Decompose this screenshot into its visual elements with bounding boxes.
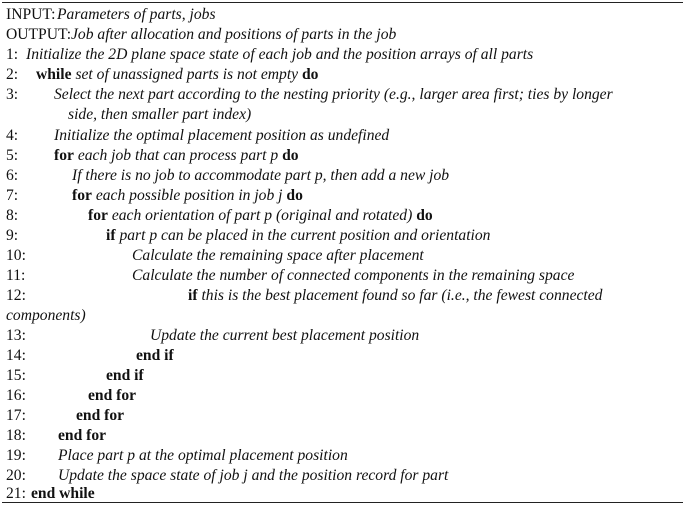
algorithm-line [6, 226, 680, 246]
keyword: if [106, 227, 116, 244]
algorithm-line [6, 65, 680, 85]
algorithm-line [6, 206, 680, 226]
line-number: 9: [6, 227, 19, 244]
algorithm-line [6, 326, 680, 346]
bottom-rule [2, 502, 683, 503]
keyword: for [54, 147, 74, 164]
input-label: INPUT: [6, 6, 56, 23]
algorithm-line [6, 346, 680, 366]
algorithm-line [6, 286, 680, 306]
output-value: Job after allocation and positions of parts in the job [71, 26, 397, 43]
algorithm-line [6, 85, 680, 105]
line-number: 18: [6, 427, 26, 444]
keyword: do [301, 66, 319, 83]
line-number: 6: [6, 167, 19, 184]
line-text: Update the space state of job j and the position record for part [58, 467, 449, 484]
algorithm-line [6, 186, 680, 206]
algorithm-line [6, 266, 680, 286]
algorithm-line [6, 386, 680, 406]
algorithm-line [6, 126, 680, 146]
keyword: while [36, 66, 72, 83]
line-number: 15: [6, 367, 26, 384]
input-line [6, 5, 680, 25]
line-text: each possible position in job j [95, 187, 283, 204]
output-line [6, 25, 680, 45]
algorithm-line [6, 45, 680, 65]
algorithm-line [6, 406, 680, 426]
line-number: 19: [6, 447, 26, 464]
line-text: Select the next part according to the nesting priority (e.g., larger area first; ties by longer [54, 86, 613, 103]
line-number: 1: [6, 46, 19, 63]
output-label: OUTPUT: [6, 26, 72, 43]
line-number: 17: [6, 407, 26, 424]
algorithm-line [6, 146, 680, 166]
keyword: end for [76, 407, 125, 424]
line-text: each orientation of part p (original and rotated) [111, 207, 413, 224]
line-text: this is the best placement found so far (i.e., the fewest connected [201, 287, 603, 304]
algorithm-line-continuation [6, 105, 680, 125]
keyword: for [72, 187, 92, 204]
line-text: each job that can process part p [77, 147, 279, 164]
line-number: 14: [6, 347, 26, 364]
algorithm-line-continuation [6, 306, 680, 326]
line-number: 21: [6, 485, 26, 502]
line-number: 10: [6, 247, 26, 264]
keyword: for [88, 207, 108, 224]
line-number: 3: [6, 86, 19, 103]
line-text: side, then smaller part index) [68, 106, 252, 123]
keyword: end for [58, 427, 107, 444]
line-text: components) [6, 307, 86, 324]
keyword: if [188, 287, 198, 304]
line-text: Initialize the optimal placement position as undefined [54, 127, 390, 144]
line-text: Initialize the 2D plane space state of each job and the position arrays of all parts [26, 46, 534, 63]
keyword: do [286, 187, 303, 204]
keyword: do [282, 147, 299, 164]
line-number: 7: [6, 187, 19, 204]
line-number: 2: [6, 66, 19, 83]
input-value: Parameters of parts, jobs [57, 6, 216, 23]
algorithm-line [6, 246, 680, 266]
line-text: Update the current best placement position [150, 327, 420, 344]
keyword: end while [31, 485, 95, 502]
line-text: If there is no job to accommodate part p, then add a new job [72, 167, 450, 184]
line-text: Calculate the number of connected components in the remaining space [132, 267, 575, 284]
algorithm-line [6, 446, 680, 466]
keyword: end if [106, 367, 144, 384]
line-text: set of unassigned parts is not empty [75, 66, 299, 83]
line-number: 13: [6, 327, 26, 344]
line-number: 20: [6, 467, 26, 484]
algorithm-line [6, 484, 680, 504]
keyword: end for [88, 387, 137, 404]
line-number: 4: [6, 127, 19, 144]
algorithm-line [6, 166, 680, 186]
line-number: 8: [6, 207, 19, 224]
line-text: part p can be placed in the current position and orientation [119, 227, 491, 244]
line-number: 11: [6, 267, 26, 284]
top-rule [2, 2, 683, 3]
line-number: 16: [6, 387, 26, 404]
algorithm-line [6, 466, 680, 486]
keyword: do [416, 207, 433, 224]
line-text: Calculate the remaining space after placement [132, 247, 424, 264]
line-number: 12: [6, 287, 26, 304]
line-number: 5: [6, 147, 19, 164]
line-text: Place part p at the optimal placement position [58, 447, 348, 464]
algorithm-line [6, 366, 680, 386]
algorithm-line [6, 426, 680, 446]
keyword: end if [136, 347, 174, 364]
